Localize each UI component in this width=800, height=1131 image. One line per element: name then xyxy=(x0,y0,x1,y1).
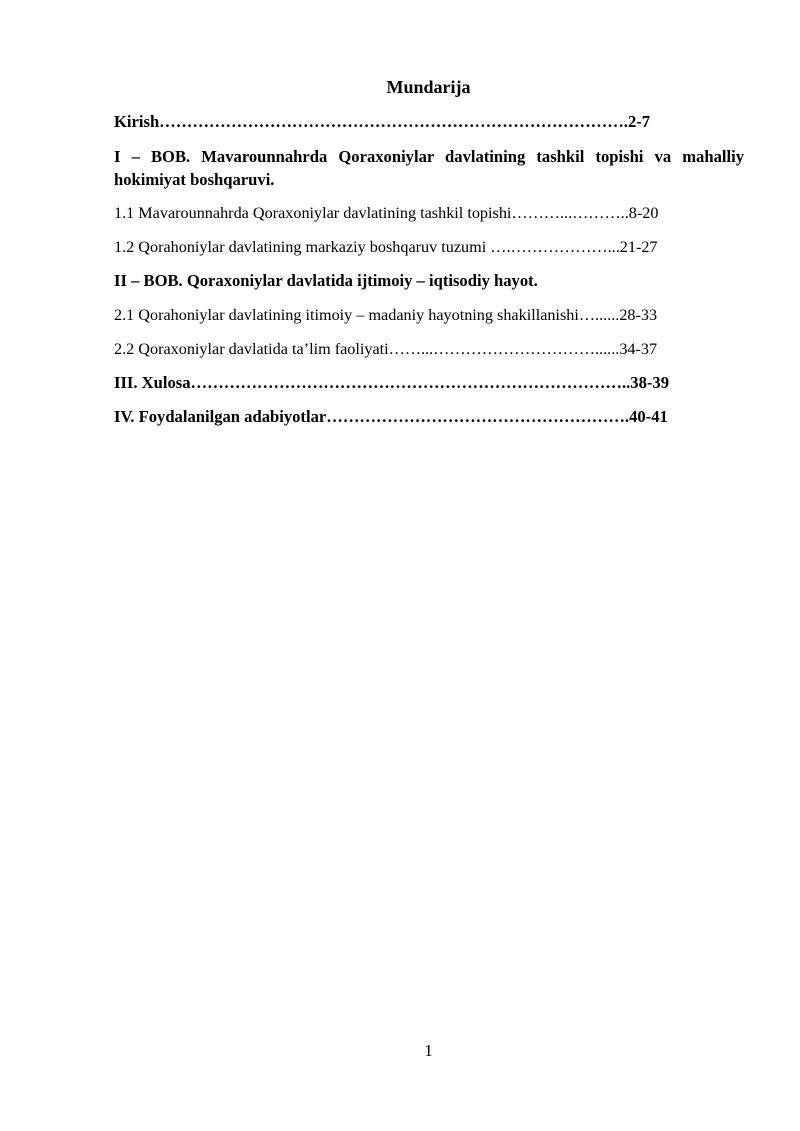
toc-entry-1-1: 1.1 Mavarounnahrda Qoraxoniylar davlatining tashkil topishi………...………..8-20 xyxy=(114,204,659,222)
toc-entry-kirish: Kirish………………………………………………………………………….2-7 xyxy=(114,112,651,131)
toc-entry-1-2: 1.2 Qorahoniylar davlatining markaziy boshqaruv tuzumi ….………………...21-27 xyxy=(114,238,658,256)
table-of-contents xyxy=(114,111,744,428)
toc-entry-xulosa: III. Xulosa……………………………………………………………………..38-39 xyxy=(114,373,669,392)
page-title: Mundarija xyxy=(386,77,471,97)
toc-entry-adabiyotlar: IV. Foydalanilgan adabiyotlar……………………………………………….40-41 xyxy=(114,407,668,426)
toc-entry-2-2: 2.2 Qoraxoniylar davlatida ta’lim faoliyati……...…………………………......34-37 xyxy=(114,340,658,358)
toc-entry-2-1: 2.1 Qorahoniylar davlatining itimoiy – madaniy hayotning shakillanishi…......28-33 xyxy=(114,306,658,324)
toc-entry-chapter-1: I – BOB. Mavarounnahrda Qoraxoniylar davlatining tashkil topishi va mahalliy hokimiyat boshqaruvi. xyxy=(114,147,744,189)
toc-entry-chapter-2: II – BOB. Qoraxoniylar davlatida ijtimoiy – iqtisodiy hayot. xyxy=(114,271,538,290)
page-number: 1 xyxy=(424,1041,433,1060)
